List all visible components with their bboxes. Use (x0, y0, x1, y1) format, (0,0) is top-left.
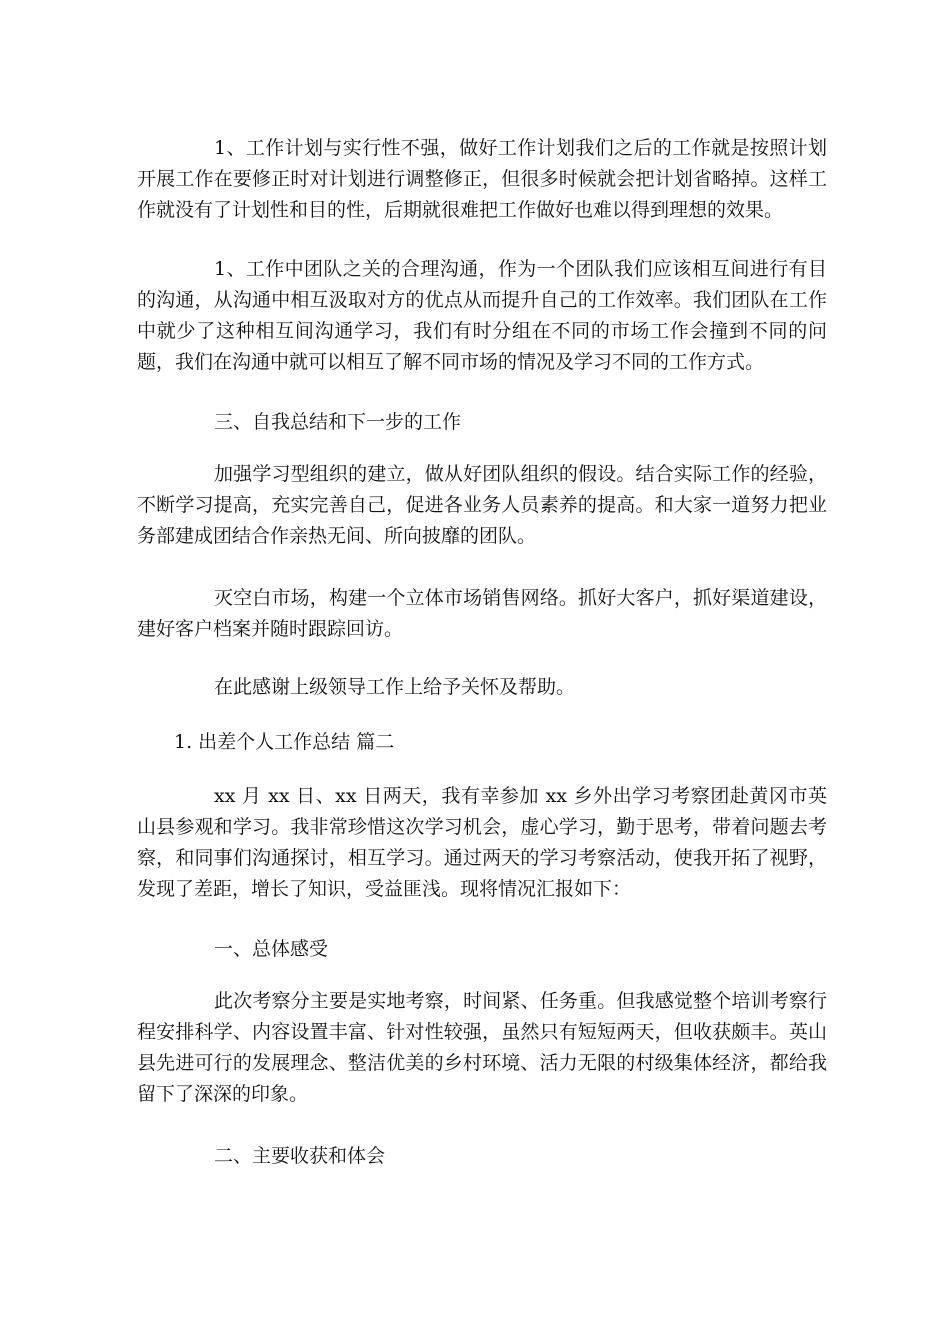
heading-main-gains: 二、主要收获和体会 (214, 1145, 386, 1167)
paragraph-work-plan: 1、工作计划与实行性不强，做好工作计划我们之后的工作就是按照计划开展工作在要修正时对计划进行调整修正，但很多时候就会把计划省略掉。这样工作就没有了计划性和目的性，后期就很难把工作做好也难以得到理想的效果。 (137, 137, 827, 221)
paragraph-market: 灭空白市场，构建一个立体市场销售网络。抓好大客户，抓好渠道建设，建好客户档案并随时跟踪回访。 (137, 587, 827, 640)
paragraph-study-trip: xx 月 xx 日、xx 日两天，我有幸参加 xx 乡外出学习考察团赴黄冈市英山县参观和学习。我非常珍惜这次学习机会，虚心学习，勤于思考，带着问题去考察，和同事们沟通探讨，相互学习。通过两天的学习考察活动，使我开拓了视野，发现了差距，增长了知识，受益匪浅。现将情况汇报如下： (137, 785, 827, 900)
paragraph-thanks: 在此感谢上级领导工作上给予关怀及帮助。 (214, 676, 576, 698)
heading-overall-impression: 一、总体感受 (214, 938, 329, 960)
heading-section-two: 1. 出差个人工作总结 篇二 (174, 731, 395, 753)
paragraph-inspection: 此次考察分主要是实地考察，时间紧、任务重。但我感觉整个培训考察行程安排科学、内容设置丰富、针对性较强，虽然只有短短两天，但收获颇丰。英山县先进可行的发展理念、整洁优美的乡村环境、活力无限的村级集体经济，都给我留下了深深的印象。 (137, 990, 827, 1105)
paragraph-learning-organization: 加强学习型组织的建立，做从好团队组织的假设。结合实际工作的经验，不断学习提高，充实完善自己，促进各业务人员素养的提高。和大家一道努力把业务部建成团结合作亲热无间、所向披靡的团队。 (137, 463, 827, 547)
heading-self-summary: 三、自我总结和下一步的工作 (214, 411, 462, 433)
paragraph-team-communication: 1、工作中团队之关的合理沟通，作为一个团队我们应该相互间进行有目的沟通，从沟通中相互汲取对方的优点从而提升自己的工作效率。我们团队在工作中就少了这种相互间沟通学习，我们有时分组在不同的市场工作会撞到不同的问题，我们在沟通中就可以相互了解不同市场的情况及学习不同的工作方式。 (137, 258, 827, 373)
